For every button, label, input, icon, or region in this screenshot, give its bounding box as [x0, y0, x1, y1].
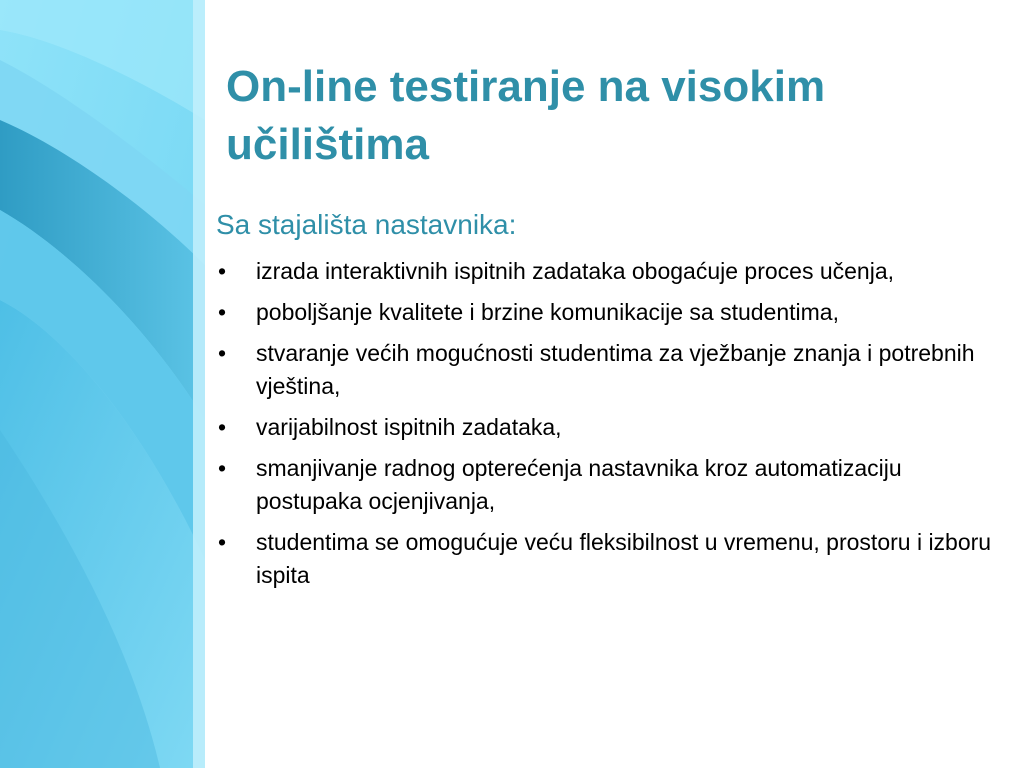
list-item	[216, 526, 1006, 592]
list-item	[216, 296, 1006, 329]
list-item	[216, 337, 1006, 403]
bullet-text: poboljšanje kvalitete i brzine komunikacije sa studentima,	[256, 299, 839, 325]
bullet-icon: •	[218, 529, 227, 555]
bullet-text: studentima se omogućuje veću fleksibilnost u vremenu, prostoru i izboru ispita	[256, 529, 992, 588]
slide-title: On-line testiranje na visokim učilištima	[226, 62, 826, 169]
bullet-list	[216, 255, 1006, 600]
list-item	[216, 411, 1006, 444]
list-item	[216, 452, 1006, 518]
bullet-icon: •	[218, 299, 227, 325]
bullet-text: izrada interaktivnih ispitnih zadataka obogaćuje proces učenja,	[256, 258, 895, 284]
bullet-icon: •	[218, 340, 227, 366]
bullet-icon: •	[218, 414, 227, 440]
bullet-icon: •	[218, 455, 227, 481]
slide-subtitle: Sa stajališta nastavnika:	[216, 209, 517, 240]
bullet-icon: •	[218, 258, 227, 284]
bullet-text: smanjivanje radnog opterećenja nastavnika kroz automatizaciju postupaka ocjenjivanja,	[256, 455, 902, 514]
bullet-text: varijabilnost ispitnih zadataka,	[256, 414, 562, 440]
list-item	[216, 255, 1006, 288]
wave-graphic	[0, 0, 205, 768]
decorative-side-panel	[0, 0, 205, 768]
bullet-text: stvaranje većih mogućnosti studentima za vježbanje znanja i potrebnih vještina,	[256, 340, 975, 399]
